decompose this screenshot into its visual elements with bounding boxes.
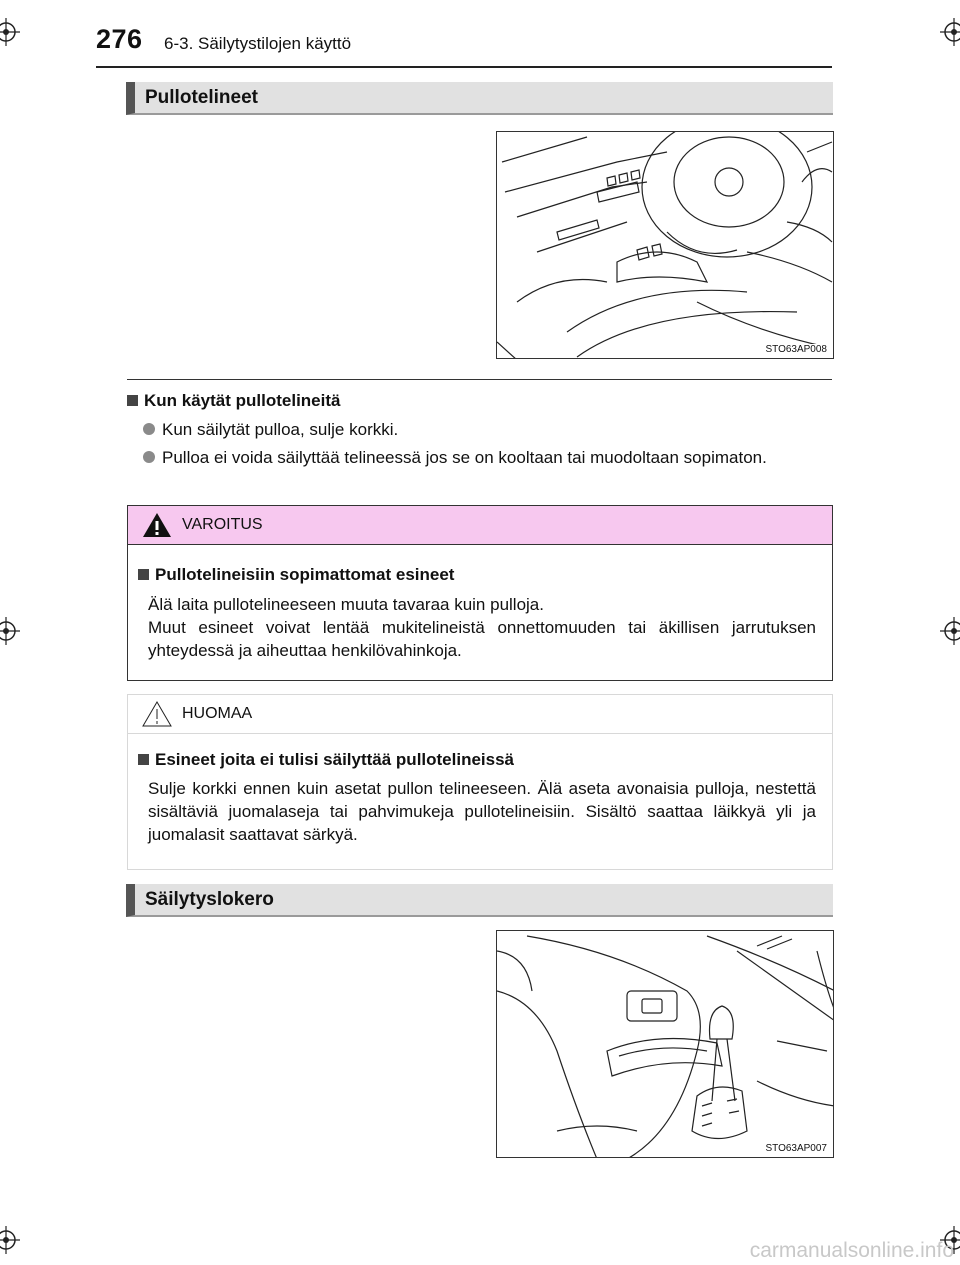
warning-header [128,506,832,545]
bottle-holder-illustration [496,131,834,359]
usage-bullet-1: Kun säilytät pulloa, sulje korkki. [162,420,399,439]
warning-heading-text: Pullotelineisiin sopimattomat esineet [155,565,455,584]
bottle-holder-drawing [497,132,834,359]
notice-label: HUOMAA [182,705,253,722]
registration-mark-icon [940,617,960,645]
storage-box-drawing [497,931,834,1158]
notice-heading-text: Esineet joita ei tulisi säilyttää pullotelineissä [155,750,515,769]
warning-line-1: Älä laita pullotelineeseen muuta tavaraa kuin pulloja. [148,595,544,614]
usage-heading [127,391,340,411]
section-title-storage-box: Säilytyslokero [126,884,833,917]
warning-triangle-icon [142,512,172,538]
page-number: 276 [96,24,143,54]
bullet-dot-icon [143,423,155,435]
square-bullet-icon [138,754,149,765]
usage-heading-text: Kun käytät pullotelineitä [144,391,341,410]
registration-mark-icon [0,1226,20,1254]
notice-heading [138,750,514,770]
watermark: carmanualsonline.info [749,1239,954,1262]
figure-label: STO63AP008 [765,344,827,355]
chapter-title: 6-3. Säilytystilojen käyttö [164,34,352,53]
divider [127,379,832,380]
header-rule [96,66,832,68]
square-bullet-icon [138,569,149,580]
storage-box-illustration [496,930,834,1158]
bullet-dot-icon [143,451,155,463]
notice-header [128,695,832,734]
warning-label: VAROITUS [182,516,263,533]
warning-box [127,505,833,681]
notice-text: Sulje korkki ennen kuin asetat pullon telineeseen. Älä aseta avonaisia pulloja, nestettä sisältäviä juomalaseja tai pahvimukeja pullotelineisiin. Sisältö saattaa läikkyä yli ja juomalasit saattavat särkyä. [148,779,816,844]
square-bullet-icon [127,395,138,406]
notice-box [127,694,833,870]
registration-mark-icon [940,18,960,46]
figure-label: STO63AP007 [765,1143,827,1154]
usage-bullet-2: Pulloa ei voida säilyttää telineessä jos se on kooltaan tai muodoltaan sopimaton. [162,448,767,467]
registration-mark-icon [0,18,20,46]
caution-triangle-icon [142,701,172,727]
warning-heading [138,565,454,585]
registration-mark-icon [0,617,20,645]
warning-line-2: Muut esineet voivat lentää mukitelineistä onnettomuuden tai äkillisen jarrutuksen yhteydessä ja aiheuttaa henkilövahinkoja. [148,618,816,660]
section-title-bottle-holders: Pullotelineet [126,82,833,115]
